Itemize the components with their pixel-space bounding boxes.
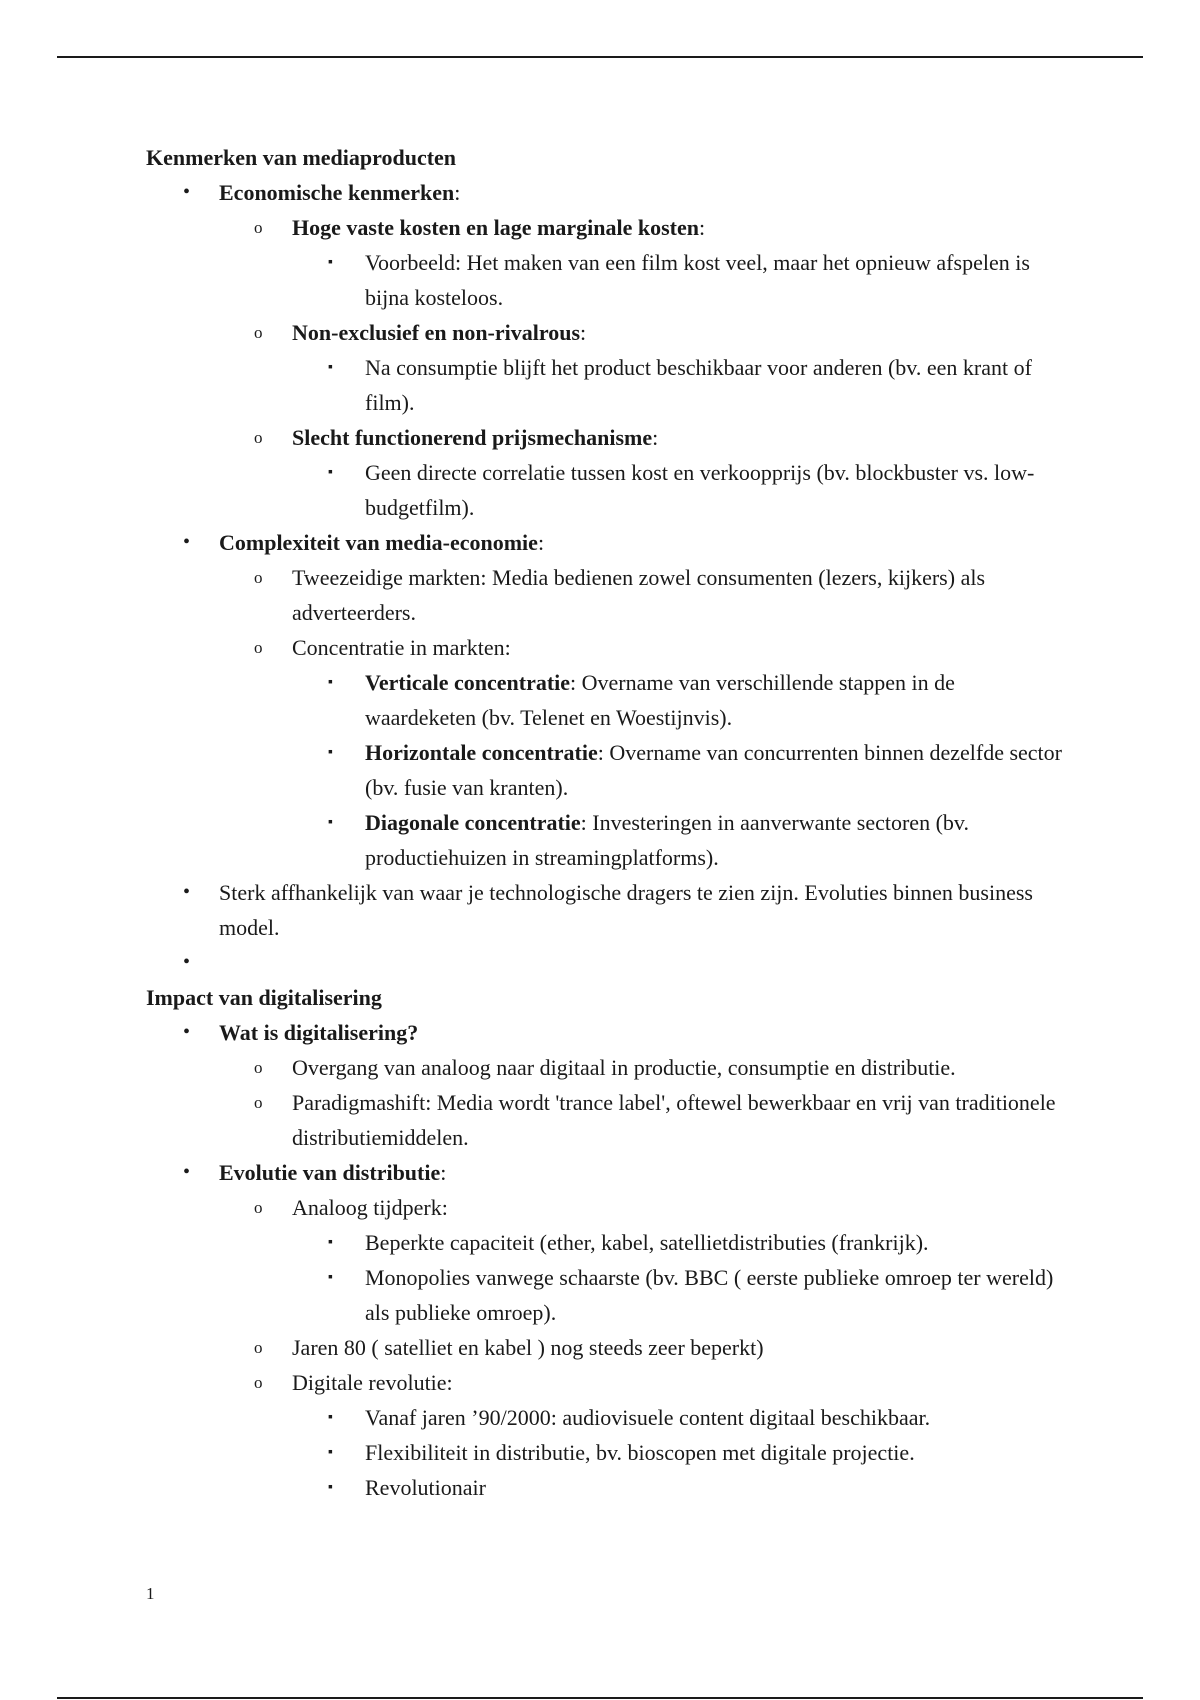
sub-bullet-overgang	[146, 1050, 1066, 1085]
list-item-text: Flexibiliteit in distributie, bv. bioscopen met digitale projectie.	[365, 1440, 915, 1465]
page-number: 1	[146, 1584, 155, 1603]
square-marker: ▪	[328, 255, 333, 270]
sub-bullet-label: Slecht functionerend prijsmechanisme	[292, 425, 653, 450]
bullet-marker: •	[183, 531, 191, 553]
header-rule	[57, 56, 1143, 58]
bullet-evolutie-distributie: • Evolutie van distributie:	[146, 1155, 1066, 1190]
sub-bullet-text: Tweezeidige markten: Media bedienen zowel consumenten (lezers, kijkers) als adverteerders.	[292, 565, 986, 625]
sub-bullet-label: Hoge vaste kosten en lage marginale kosten	[292, 215, 699, 240]
sub-bullet-marker: o	[254, 1338, 263, 1357]
list-item-text: Na consumptie blijft het product beschikbaar voor anderen (bv. een krant of film).	[365, 355, 1032, 415]
bullet-label: Economische kenmerken	[219, 180, 455, 205]
square-marker: ▪	[328, 1445, 333, 1460]
sub-bullet-marker: o	[254, 1373, 263, 1392]
list-item	[146, 455, 1066, 525]
section-heading-digitalisering: Impact van digitalisering	[146, 985, 382, 1010]
list-item-text: Beperkte capaciteit (ether, kabel, satellietdistributies (frankrijk).	[365, 1230, 929, 1255]
list-item-text: Vanaf jaren ’90/2000: audiovisuele content digitaal beschikbaar.	[365, 1405, 931, 1430]
list-item	[146, 1400, 1066, 1435]
list-item	[146, 1260, 1066, 1330]
list-item-label: Verticale concentratie	[365, 670, 571, 695]
bullet-label: Complexiteit van media-economie	[219, 530, 538, 555]
list-item-text: Revolutionair	[365, 1475, 486, 1500]
sub-bullet-text: Paradigmashift: Media wordt 'trance label', oftewel bewerkbaar en vrij van traditionele distributiemiddelen.	[292, 1090, 1056, 1150]
bullet-marker: •	[183, 951, 191, 973]
list-item-horizontale	[146, 735, 1066, 805]
sub-bullet-vaste-kosten: o Hoge vaste kosten en lage marginale kosten:	[146, 210, 1066, 245]
sub-bullet-text: Overgang van analoog naar digitaal in productie, consumptie en distributie.	[292, 1055, 956, 1080]
list-item-label: Horizontale concentratie	[365, 740, 598, 765]
sub-bullet-digitale-revolutie	[146, 1365, 1066, 1400]
sub-bullet-concentratie	[146, 630, 1066, 665]
sub-bullet-text: Concentratie in markten:	[292, 635, 511, 660]
sub-bullet-marker: o	[254, 638, 263, 657]
list-item	[146, 245, 1066, 315]
document-body	[146, 140, 1066, 1505]
sub-bullet-analoog	[146, 1190, 1066, 1225]
bullet-marker: •	[183, 181, 191, 203]
footer-rule	[57, 1697, 1143, 1699]
bullet-text: Sterk affhankelijk van waar je technologische dragers te zien zijn. Evoluties binnen business model.	[219, 880, 1033, 940]
list-item	[146, 1435, 1066, 1470]
sub-bullet-marker: o	[254, 568, 263, 587]
bullet-economische-kenmerken: • Economische kenmerken:	[146, 175, 1066, 210]
square-marker: ▪	[328, 815, 333, 830]
sub-bullet-marker: o	[254, 1093, 263, 1112]
bullet-marker: •	[183, 1161, 191, 1183]
bullet-label: Wat is digitalisering?	[219, 1020, 419, 1045]
sub-bullet-text: Jaren 80 ( satelliet en kabel ) nog steeds zeer beperkt)	[292, 1335, 764, 1360]
square-marker: ▪	[328, 360, 333, 375]
sub-bullet-paradigmashift	[146, 1085, 1066, 1155]
sub-bullet-marker: o	[254, 218, 263, 237]
sub-bullet-tweezeidige-markten	[146, 560, 1066, 630]
square-marker: ▪	[328, 1270, 333, 1285]
sub-bullet-label: Non-exclusief en non-rivalrous	[292, 320, 581, 345]
list-item-text: : Overname van verschillende stappen in de waardeketen (bv. Telenet en Woestijnvis).	[365, 670, 955, 730]
square-marker: ▪	[328, 465, 333, 480]
list-item	[146, 350, 1066, 420]
list-item	[146, 1470, 1066, 1505]
sub-bullet-marker: o	[254, 1198, 263, 1217]
square-marker: ▪	[328, 1410, 333, 1425]
sub-bullet-text: Analoog tijdperk:	[292, 1195, 448, 1220]
section-heading-kenmerken: Kenmerken van mediaproducten	[146, 145, 457, 170]
bullet-complexiteit: • Complexiteit van media-economie:	[146, 525, 1066, 560]
bullet-wat-is-digitalisering	[146, 1015, 1066, 1050]
square-marker: ▪	[328, 1480, 333, 1495]
sub-bullet-prijsmechanisme: o Slecht functionerend prijsmechanisme:	[146, 420, 1066, 455]
bullet-empty	[146, 945, 1066, 980]
bullet-label: Evolutie van distributie	[219, 1160, 441, 1185]
bullet-marker: •	[183, 881, 191, 903]
list-item-text: Monopolies vanwege schaarste (bv. BBC ( eerste publieke omroep ter wereld) als publieke omroep).	[365, 1265, 1054, 1325]
list-item-text: Voorbeeld: Het maken van een film kost veel, maar het opnieuw afspelen is bijna kosteloos.	[365, 250, 1030, 310]
square-marker: ▪	[328, 745, 333, 760]
bullet-marker: •	[183, 1021, 191, 1043]
list-item	[146, 1225, 1066, 1260]
list-item-diagonale	[146, 805, 1066, 875]
sub-bullet-jaren-80	[146, 1330, 1066, 1365]
sub-bullet-marker: o	[254, 428, 263, 447]
bullet-afhankelijkheid	[146, 875, 1066, 945]
list-item-text: : Overname van concurrenten binnen dezelfde sector (bv. fusie van kranten).	[365, 740, 1062, 800]
sub-bullet-marker: o	[254, 323, 263, 342]
list-item-text: Geen directe correlatie tussen kost en verkoopprijs (bv. blockbuster vs. low-budgetfilm).	[365, 460, 1035, 520]
list-item-verticale	[146, 665, 1066, 735]
square-marker: ▪	[328, 1235, 333, 1250]
sub-bullet-text: Digitale revolutie:	[292, 1370, 453, 1395]
list-item-text: : Investeringen in aanverwante sectoren (bv. productiehuizen in streamingplatforms).	[365, 810, 969, 870]
sub-bullet-marker: o	[254, 1058, 263, 1077]
square-marker: ▪	[328, 675, 333, 690]
sub-bullet-non-exclusief: o Non-exclusief en non-rivalrous:	[146, 315, 1066, 350]
list-item-label: Diagonale concentratie	[365, 810, 581, 835]
